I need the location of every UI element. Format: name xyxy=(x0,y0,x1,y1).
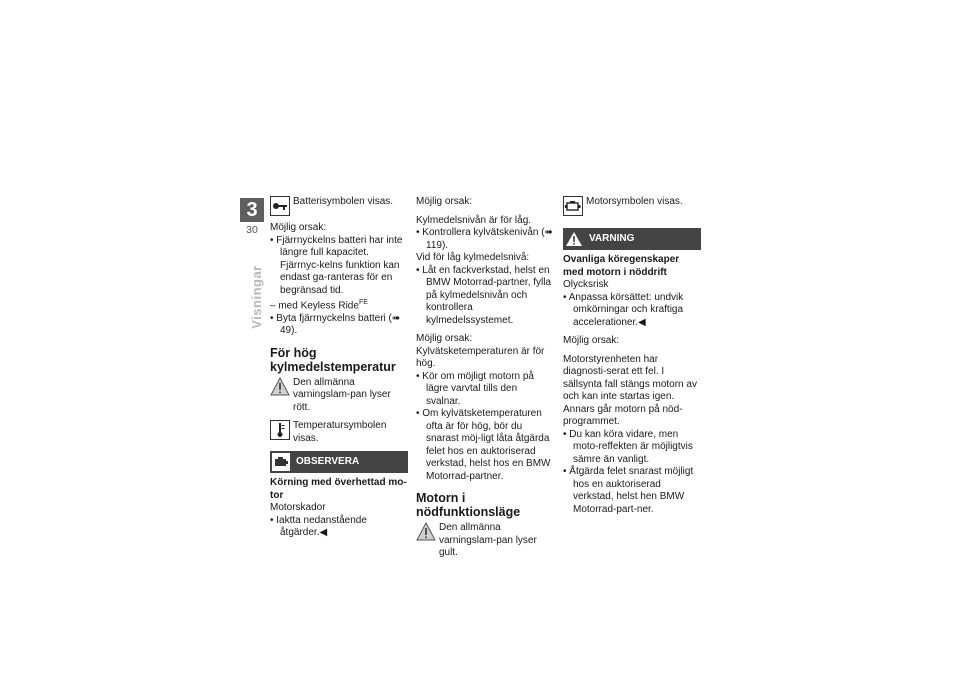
bullet-lower-rpm: • Kör om möjligt motorn på lägre varvtal tills den svalnar. xyxy=(416,370,534,407)
warning-bar-triangle-icon xyxy=(565,230,583,248)
engine-row xyxy=(563,196,701,216)
chapter-title: Visningar xyxy=(249,265,264,329)
engine-text: Motorsymbolen visas. xyxy=(586,196,683,207)
bullet-frequent-high: • Om kylvätsketemperaturen ofta är för hög, bör du snarast möj-ligt låta åtgärda felet hos en auktoriserad verkstad, helst hos en BMW Motorrad-partner. xyxy=(416,408,551,482)
keyless-sup: FE xyxy=(358,299,368,306)
notice-bar xyxy=(270,451,408,473)
bullet-continue-driving: • Du kan köra vidare, men moto-reffekten är möjligtvis sämre än vanligt. xyxy=(563,428,693,465)
warn-yellow-row xyxy=(416,522,554,560)
possible-cause-2: Möjlig orsak: xyxy=(416,196,473,207)
bullet-battery-capacity: • Fjärrnyckelns batteri har inte längre full kapacitet. Fjärrnyc-kelns funktion kan endast ga-ranteras för en begränsad tid. xyxy=(270,234,403,296)
warn-yellow-text: Den allmänna varningslam-pan lyser gult. xyxy=(439,522,537,558)
warning-triangle-icon xyxy=(416,522,436,542)
battery-row xyxy=(270,196,408,216)
engine-icon xyxy=(563,196,583,216)
notice-heading: Körning med överhettad mo-tor xyxy=(270,477,407,501)
notice-label: OBSERVERA xyxy=(296,456,360,468)
warning-bar xyxy=(563,228,701,250)
possible-cause-1: Möjlig orsak: xyxy=(270,222,327,233)
warning-label: VARNING xyxy=(589,232,635,244)
notice-bullet: • Iaktta nedanstående åtgärder.◀ xyxy=(270,514,367,539)
key-battery-icon xyxy=(270,196,290,216)
warning-triangle-icon xyxy=(270,377,290,397)
chapter-number: 3 xyxy=(240,198,264,222)
possible-cause-4: Möjlig orsak: xyxy=(563,335,620,346)
warn-red-text: Den allmänna varningslam-pan lyser rött. xyxy=(293,376,391,413)
bullet-check-coolant: • Kontrollera kylvätskenivån (➠ 119). xyxy=(416,227,553,251)
keyless-text: – med Keyless Ride xyxy=(270,300,359,312)
warning-bullet: • Anpassa körsättet: undvik omkörningar och kraftiga accelerationer.◀ xyxy=(563,291,684,328)
warning-heading: Ovanliga köregenskaper med motorn i nöddrift xyxy=(563,254,680,278)
possible-cause-3: Möjlig orsak: xyxy=(416,333,473,344)
coolant-level-low: Kylmedelsnivån är för låg. xyxy=(416,214,532,226)
column-2 xyxy=(416,196,554,566)
bullet-replace-battery: • Byta fjärrnyckelns batteri (➠ 49). xyxy=(270,312,401,337)
column-3 xyxy=(563,196,701,516)
page-number: 30 xyxy=(246,224,258,236)
column-1 xyxy=(270,196,408,540)
coolant-temp-high: Kylvätsketemperaturen är för hög. xyxy=(416,345,545,369)
heading-emergency-mode: Motorn i nödfunktionsläge xyxy=(416,491,521,519)
warn-red-row xyxy=(270,377,408,415)
low-level-label: Vid för låg kylmedelsnivå: xyxy=(416,252,530,263)
chapter-sidebar xyxy=(240,198,264,329)
notice-engine-icon xyxy=(272,453,290,471)
engine-fault-text: Motorstyrenheten har diagnosti-serat ett fel. I sällsynta fall stängs motorn av och kan inte startas igen. Annars går motorn på nöd-programmet. xyxy=(563,353,697,427)
battery-text: Batterisymbolen visas. xyxy=(293,196,394,207)
heading-high-coolant-temp: För hög kylmedelstemperatur xyxy=(270,345,396,374)
warning-sub: Olycksrisk xyxy=(563,279,609,290)
bullet-workshop-fill: • Låt en fackverkstad, helst en BMW Motorrad-partner, fylla på kylmedelsnivån och kontrollera kylmedelssystemet. xyxy=(416,264,552,326)
temp-text: Temperatursymbolen visas. xyxy=(293,420,387,444)
temp-row xyxy=(270,420,408,445)
bullet-repair-fault: • Åtgärda felet snarast möjligt hos en auktoriserad verkstad, helst hen BMW Motorrad-part-ner. xyxy=(563,466,694,515)
thermometer-icon xyxy=(270,420,290,440)
notice-sub: Motorskador xyxy=(270,502,326,514)
keyless-line xyxy=(270,297,408,313)
